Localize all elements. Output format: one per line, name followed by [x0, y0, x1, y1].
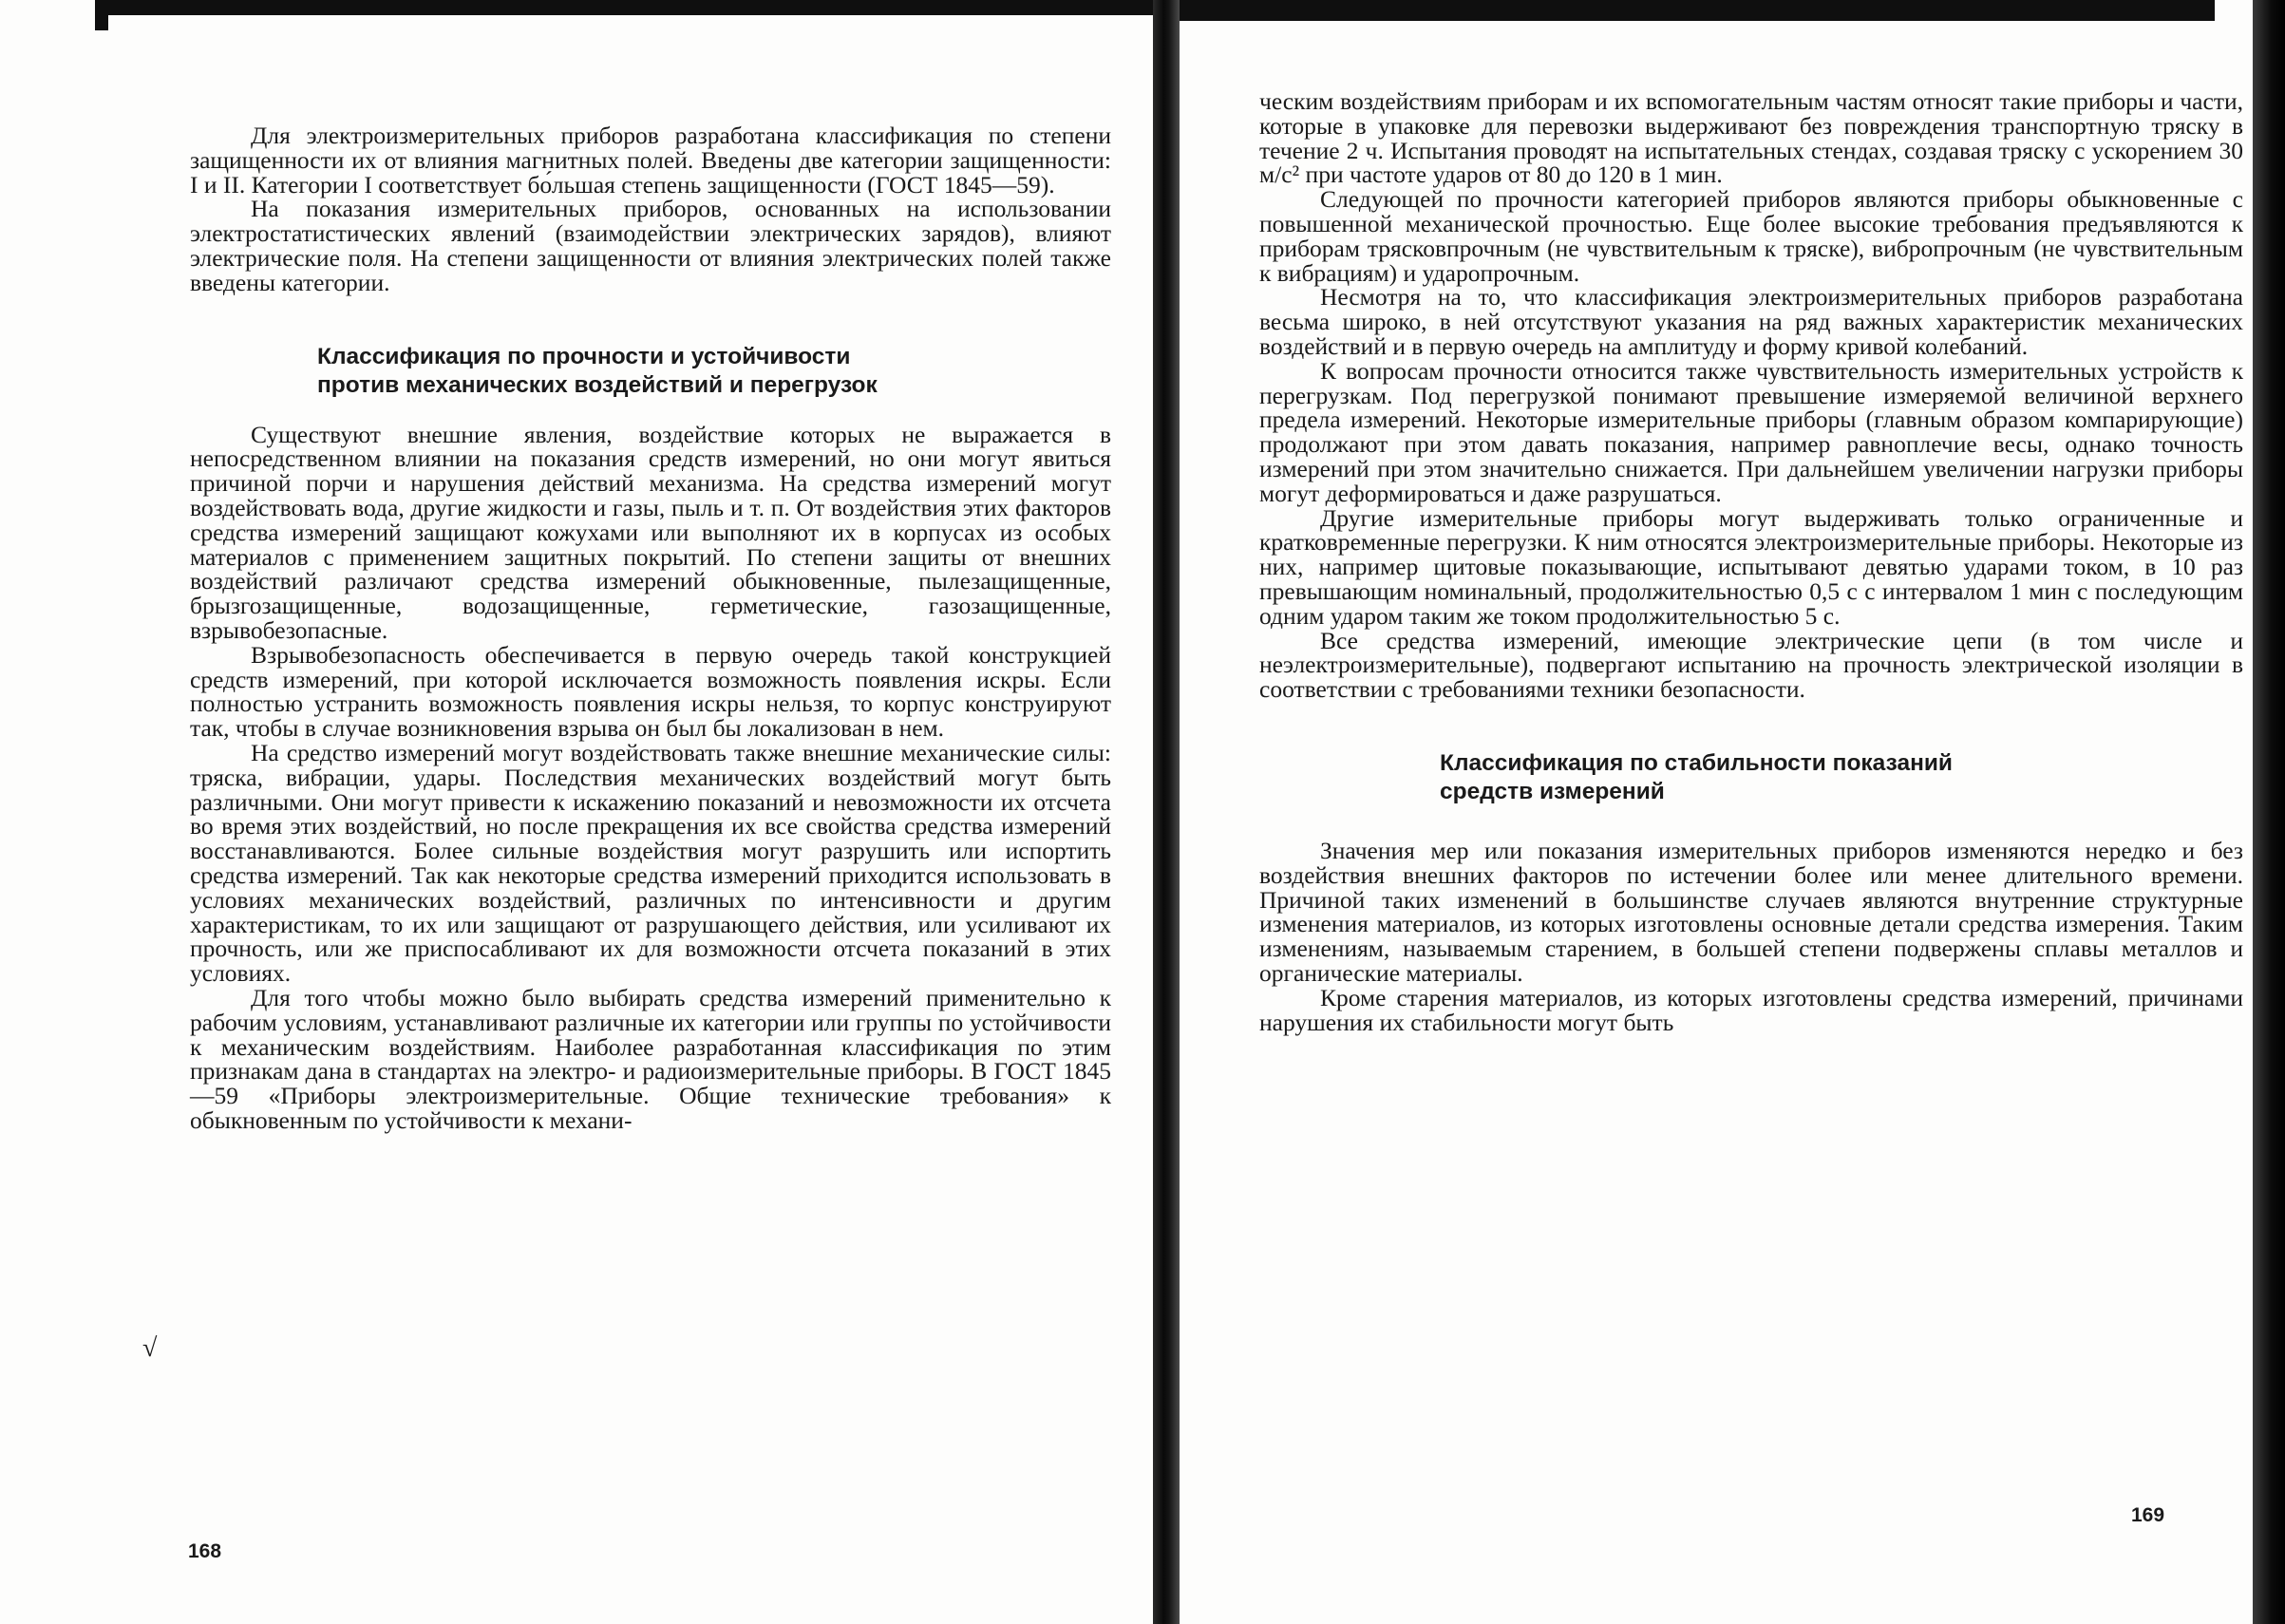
paragraph: К вопросам прочности относится также чувствительность измерительных устройств к перегрузкам. Под перегрузкой понимают превышение измеряемой величиной верхнего предела измерений. Некоторые измерительные приборы (главным образом компарирующие) продолжают при этом давать показания, например равноплечие весы, однако точность измерений при этом значительно снижается. При дальнейшем увеличении нагрузки приборы могут деформироваться и даже разрушаться. [1259, 356, 2243, 507]
margin-check-mark: √ [142, 1333, 158, 1363]
book-spine [1153, 0, 1180, 1624]
paragraph: Несмотря на то, что классификация электроизмерительных приборов разработана весьма широко, в ней отсутствуют указания на ряд важных характеристик механических воздействий и в первую очередь на амплитуду и форму кривой колебаний. [1259, 283, 2243, 360]
page-number: 168 [188, 1540, 222, 1562]
scan-edge [2253, 0, 2285, 1624]
right-page [1170, 0, 2285, 1624]
paragraph: Для электроизмерительных приборов разработана классификация по степени защищенности их от влияния магнитных полей. Введены две категории защищенности: I и II. Категории I соответствует бо́льшая степень защищенности (ГОСТ 1845—59). [190, 122, 1111, 198]
paragraph: Кроме старения материалов, из которых изготовлены средства измерений, причинами нарушения их стабильности могут быть [1259, 983, 2243, 1036]
section-heading-line: Классификация по прочности и устойчивости [317, 343, 851, 369]
paragraph: Значения мер или показания измерительных приборов изменяются нередко и без воздействия внешних факторов по истечении более или менее длительного времени. Причиной таких изменений в большинстве случаев являются внутренние структурные изменения материалов, из которых изготовлены основные детали средства измерения. Таким изменениям, называемым старением, в большей степени подвержены сплавы металлов и органические материалы. [1259, 836, 2243, 987]
scan-edge [95, 0, 1170, 15]
paragraph: На показания измерительных приборов, основанных на использовании электростатистических явлений (взаимодействии электрических зарядов), влияют электрические поля. На степени защищенности от влияния электрических полей также введены категории. [190, 195, 1111, 296]
paragraph: Все средства измерений, имеющие электрические цепи (в том числе и неэлектроизмерительные), подвергают испытанию на прочность электрической изоляции в соответствии с требованиями техники безопасности. [1259, 626, 2243, 704]
paragraph: Существуют внешние явления, воздействие которых не выражается в непосредственном влиянии на показания средств измерений, но они могут явиться причиной порчи и нарушения действий механизма. На средства измерений могут воздействовать вода, другие жидкости и газы, пыль и т. п. От воздействия этих факторов средства измерений защищают кожухами или выполняют их в корпусах из особых материалов с применением защитных покрытий. По степени защиты от внешних воздействий различают средства измерений обыкновенные, пылезащищенные, брызгозащищенные, водозащищенные, герметические, газозащищенные, взрывобезопасные. [190, 420, 1111, 644]
paragraph: Другие измерительные приборы могут выдерживать только ограниченные и кратковременные перегрузки. К ним относятся электроизмерительные приборы. Некоторые из них, например щитовые показывающие, испытывают девятью ударами током, в 10 раз превышающим номинальный, продолжительностью 0,5 с с интервалом 1 мин с последующим одним ударом таким же током продолжительностью 5 с. [1259, 503, 2243, 630]
scan-edge [1170, 0, 2215, 21]
page-number: 169 [2131, 1504, 2165, 1526]
paragraph: ческим воздействиям приборам и их вспомогательным частям относят такие приборы и части, которые в упаковке для перевозки выдерживают без повреждения транспортную тряску в течение 2 ч. Испытания проводят на испытательных стендах, создавая тряску с ускорением 30 м/с² при частоте ударов от 80 до 120 в 1 мин. [1259, 87, 2243, 189]
scan-edge [95, 0, 108, 30]
section-heading [1259, 749, 2243, 806]
right-page-text [1259, 89, 2243, 1034]
section-heading [190, 343, 1111, 400]
paragraph: Взрывобезопасность обеспечивается в первую очередь такой конструкцией средств измерений, при которой исключается возможность появления искры. Если полностью устранить возможность появления искры нельзя, то корпус конструируют так, чтобы в случае возникновения взрыва он был бы локализован в нем. [190, 640, 1111, 743]
section-heading-line: средств измерений [1440, 778, 1665, 804]
paragraph: Для того чтобы можно было выбирать средства измерений применительно к рабочим условиям, устанавливают различные их категории или группы по устойчивости к механическим воздействиям. Наиболее разработанная классификация по этим признакам дана в стандартах на электро- и радиоизмерительные приборы. В ГОСТ 1845—59 «Приборы электроизмерительные. Общие технические требования» к обыкновенным по устойчивости к механи- [190, 983, 1111, 1134]
paragraph: Следующей по прочности категорией приборов являются приборы обыкновенные с повышенной механической прочностью. Еще более высокие требования предъявляются к приборам трясковпрочным (не чувствительным к тряске), вибропрочным (не чувствительным к вибрациям) и ударопрочным. [1259, 185, 2243, 287]
section-heading-line: против механических воздействий и перегрузок [317, 371, 878, 398]
section-heading-line: Классификация по стабильности показаний [1440, 749, 1953, 776]
left-page-text [190, 123, 1111, 1133]
paragraph: На средство измерений могут воздействовать также внешние механические силы: тряска, вибрации, удары. Последствия механических воздействий могут быть различными. Они могут привести к искажению показаний и невозможности их отсчета во время этих воздействий, но после прекращения их все свойства средства измерений восстанавливаются. Более сильные воздействия могут разрушить или испортить средства измерений. Так как некоторые средства измерений приходится использовать в условиях механических воздействий, различных по интенсивности и другим характеристикам, то их или защищают от разрушающего действия, или усиливают их прочность, или же приспосабливают их для возможности отсчета показаний в этих условиях. [190, 738, 1111, 988]
